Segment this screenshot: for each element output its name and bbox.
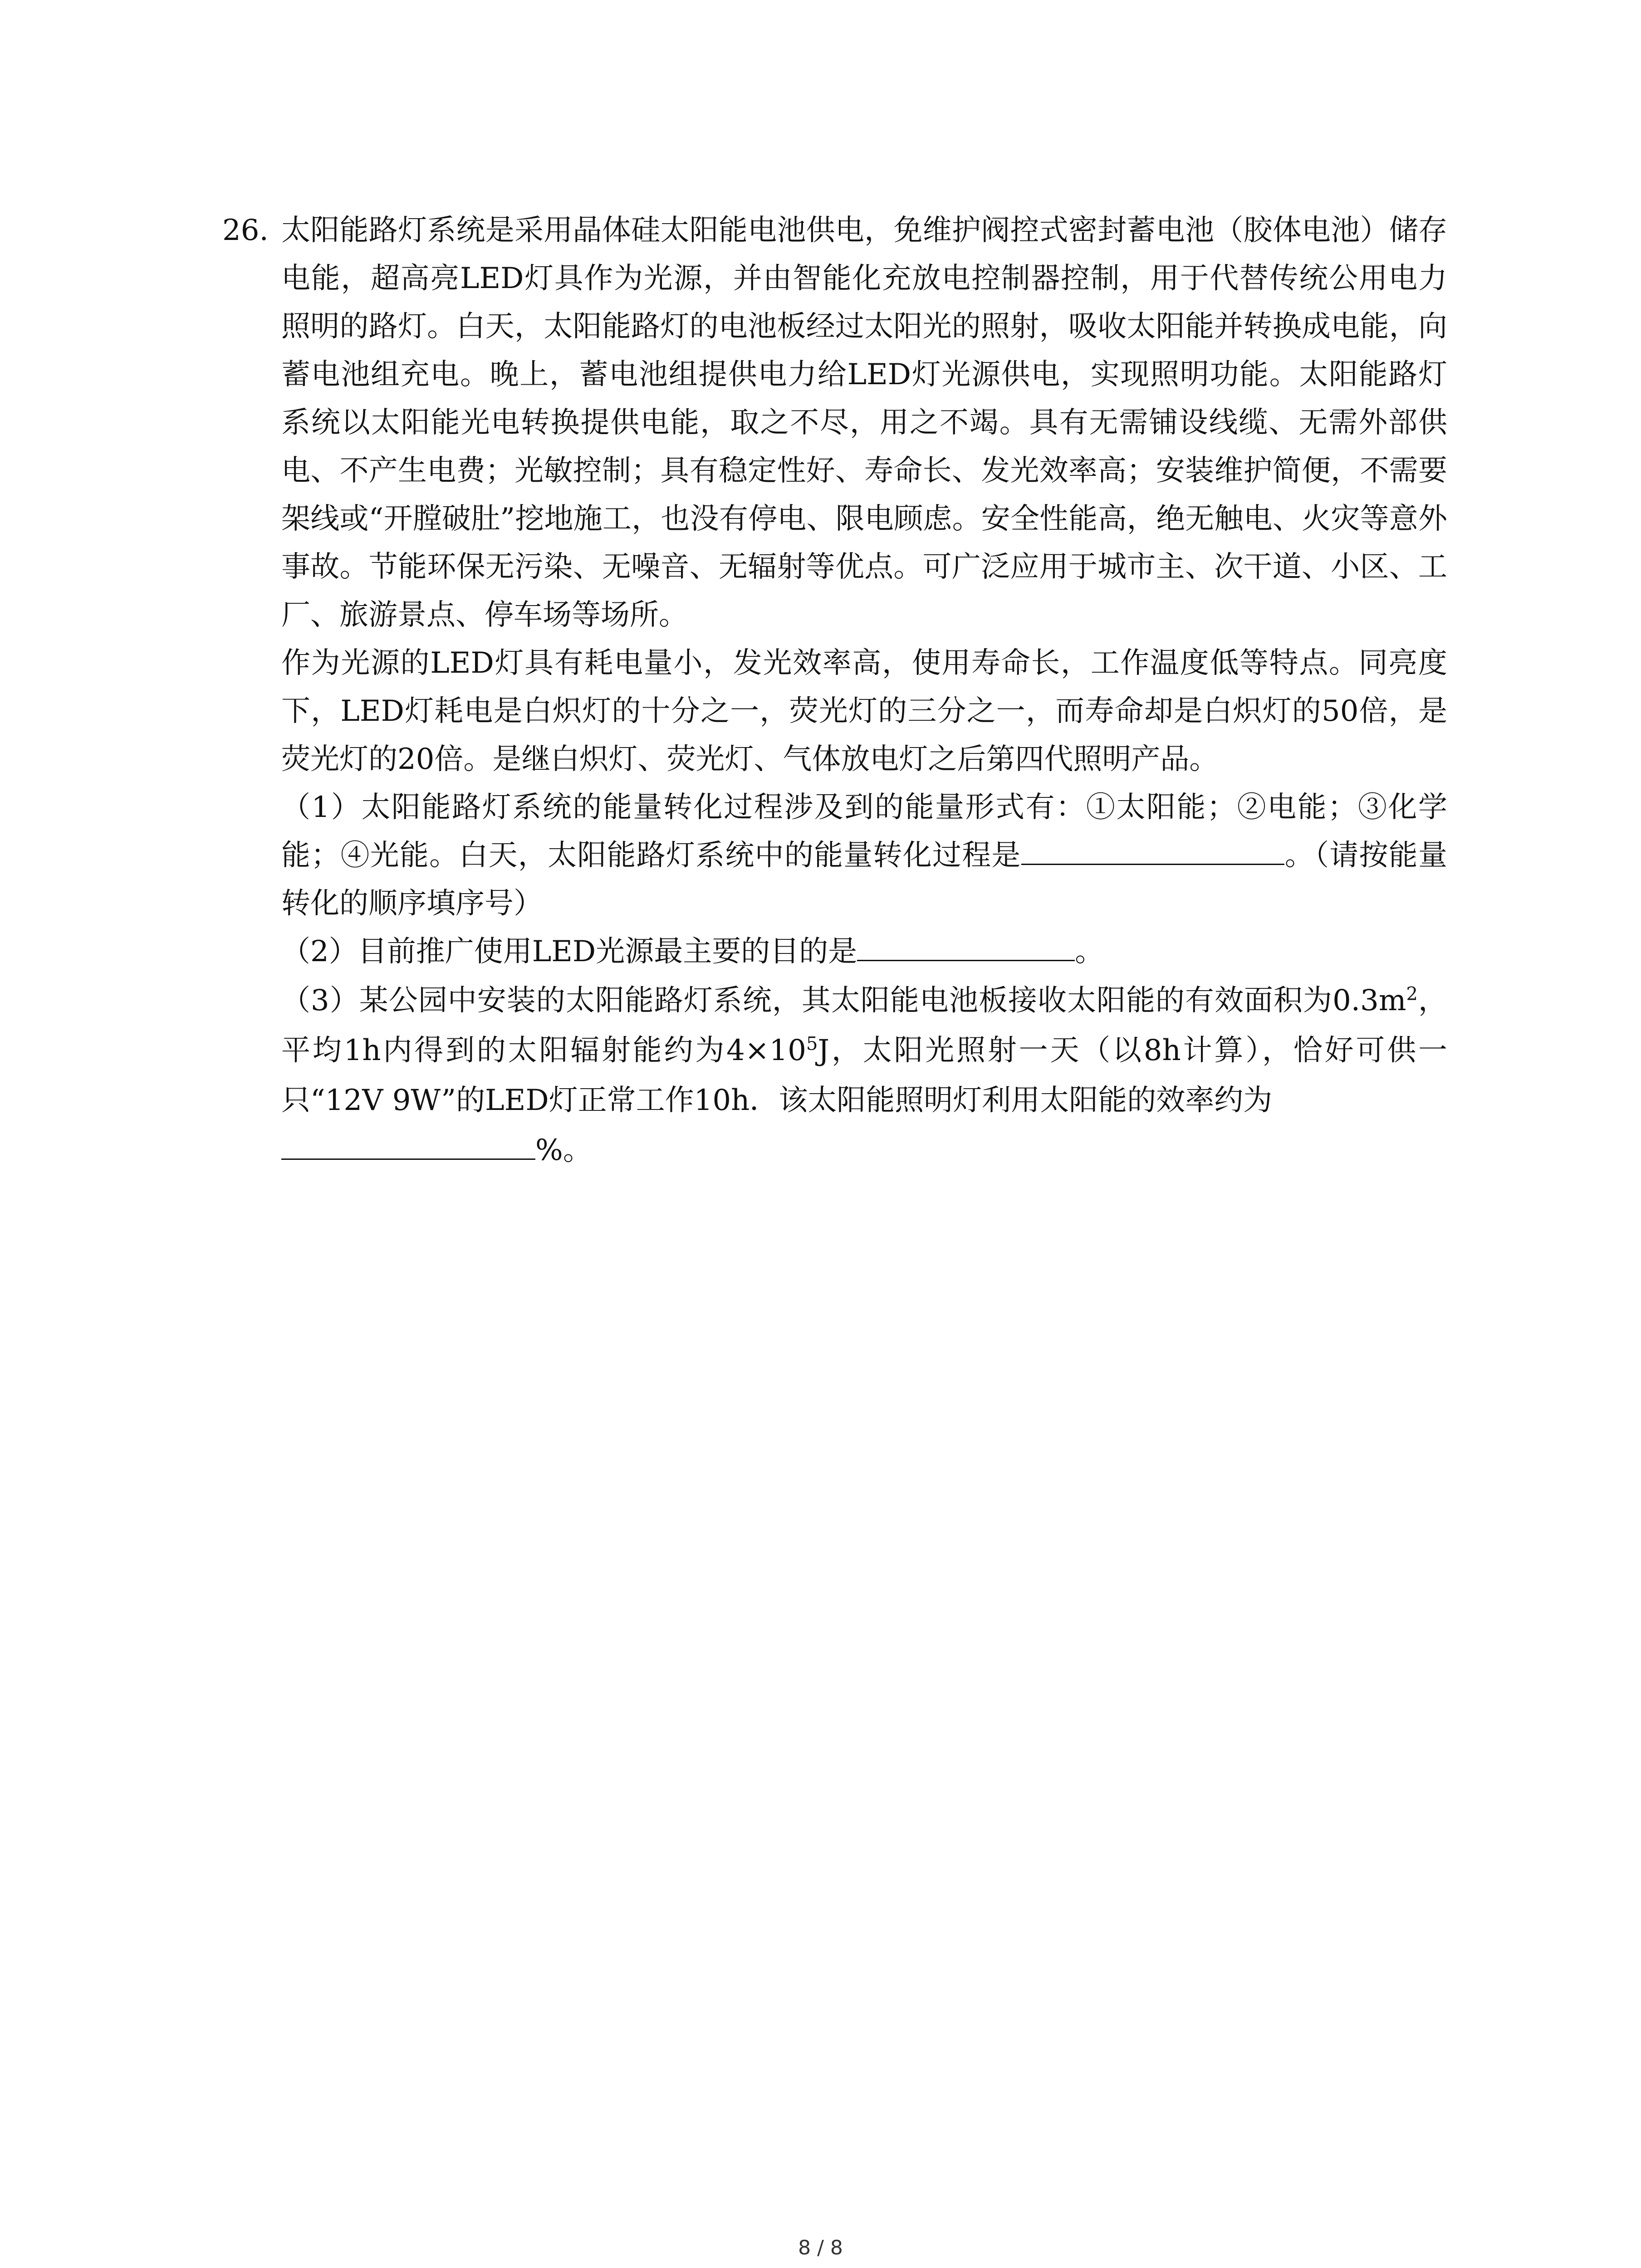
- sub-question-1-suffix: 。（请按能量转化的顺序填序号）: [281, 839, 1448, 920]
- sub-question-3-line2a: ，平均1h内得到的太阳辐射能约为4×10: [281, 984, 1448, 1067]
- area-value: 0.3m: [1332, 984, 1406, 1017]
- page-indicator: 8 / 8: [798, 2236, 843, 2259]
- sub-question-2: [281, 928, 1447, 976]
- sub-question-1: [281, 783, 1447, 928]
- sub-question-2-label: （2）: [281, 935, 358, 968]
- sub-question-1-label: （1）: [281, 791, 362, 824]
- intro-paragraph: 太阳能路灯系统是采用晶体硅太阳能电池供电，免维护阀控式密封蓄电池（胶体电池）储存电能，超高亮LED灯具作为光源，并由智能化充放电控制器控制，用于代替传统公用电力照明的路灯。白天，太阳能路灯的电池板经过太阳光的照射，吸收太阳能并转换成电能，向蓄电池组充电。晚上，蓄电池组提供电力给LED灯光源供电，实现照明功能。太阳能路灯系统以太阳能光电转换提供电能，取之不尽，用之不竭。具有无需铺设线缆、无需外部供电、不产生电费；光敏控制；具有稳定性好、寿命长、发光效率高；安装维护简便，不需要架线或“开膛破肚”挖地施工，也没有停电、限电顾虑。安全性能高，绝无触电、火灾等意外事故。节能环保无污染、无噪音、无辐射等优点。可广泛应用于城市主、次干道、小区、工厂、旅游景点、停车场等场所。: [281, 214, 1447, 632]
- answer-blank-2[interactable]: [857, 934, 1075, 961]
- sub-question-3-suffix: %。: [535, 1134, 592, 1167]
- answer-blank-3[interactable]: [281, 1132, 535, 1160]
- area-exponent: 2: [1406, 983, 1418, 1005]
- sub-question-1-text: 太阳能路灯系统的能量转化过程涉及到的能量形式有：①太阳能；②电能；③化学能；④光能。白天，太阳能路灯系统中的能量转化过程是: [281, 791, 1448, 872]
- sub-question-3: [281, 976, 1447, 1175]
- sub-question-3-line2b: J，太阳光照射一天（以8h计算），恰好可供一只“12V 9W”的LED灯正常工作10h．该太阳能照明灯利用太阳能的效率约为: [281, 1034, 1448, 1117]
- question-number: 26.: [222, 214, 269, 247]
- question-body: [281, 206, 1447, 1175]
- led-paragraph: 作为光源的LED灯具有耗电量小，发光效率高，使用寿命长，工作温度低等特点。同亮度下，LED灯耗电是白炽灯的十分之一，荧光灯的三分之一，而寿命却是白炽灯的50倍，是荧光灯的20倍。是继白炽灯、荧光灯、气体放电灯之后第四代照明产品。: [281, 646, 1447, 776]
- sub-question-2-suffix: 。: [1075, 935, 1104, 968]
- energy-exponent: 5: [806, 1033, 818, 1055]
- sub-question-3-label: （3）: [281, 984, 359, 1017]
- sub-question-3-line1: 某公园中安装的太阳能路灯系统，其太阳能电池板接收太阳能的有效面积为: [359, 984, 1333, 1017]
- answer-blank-1[interactable]: [1021, 837, 1284, 865]
- sub-question-2-text: 目前推广使用LED光源最主要的目的是: [358, 935, 857, 968]
